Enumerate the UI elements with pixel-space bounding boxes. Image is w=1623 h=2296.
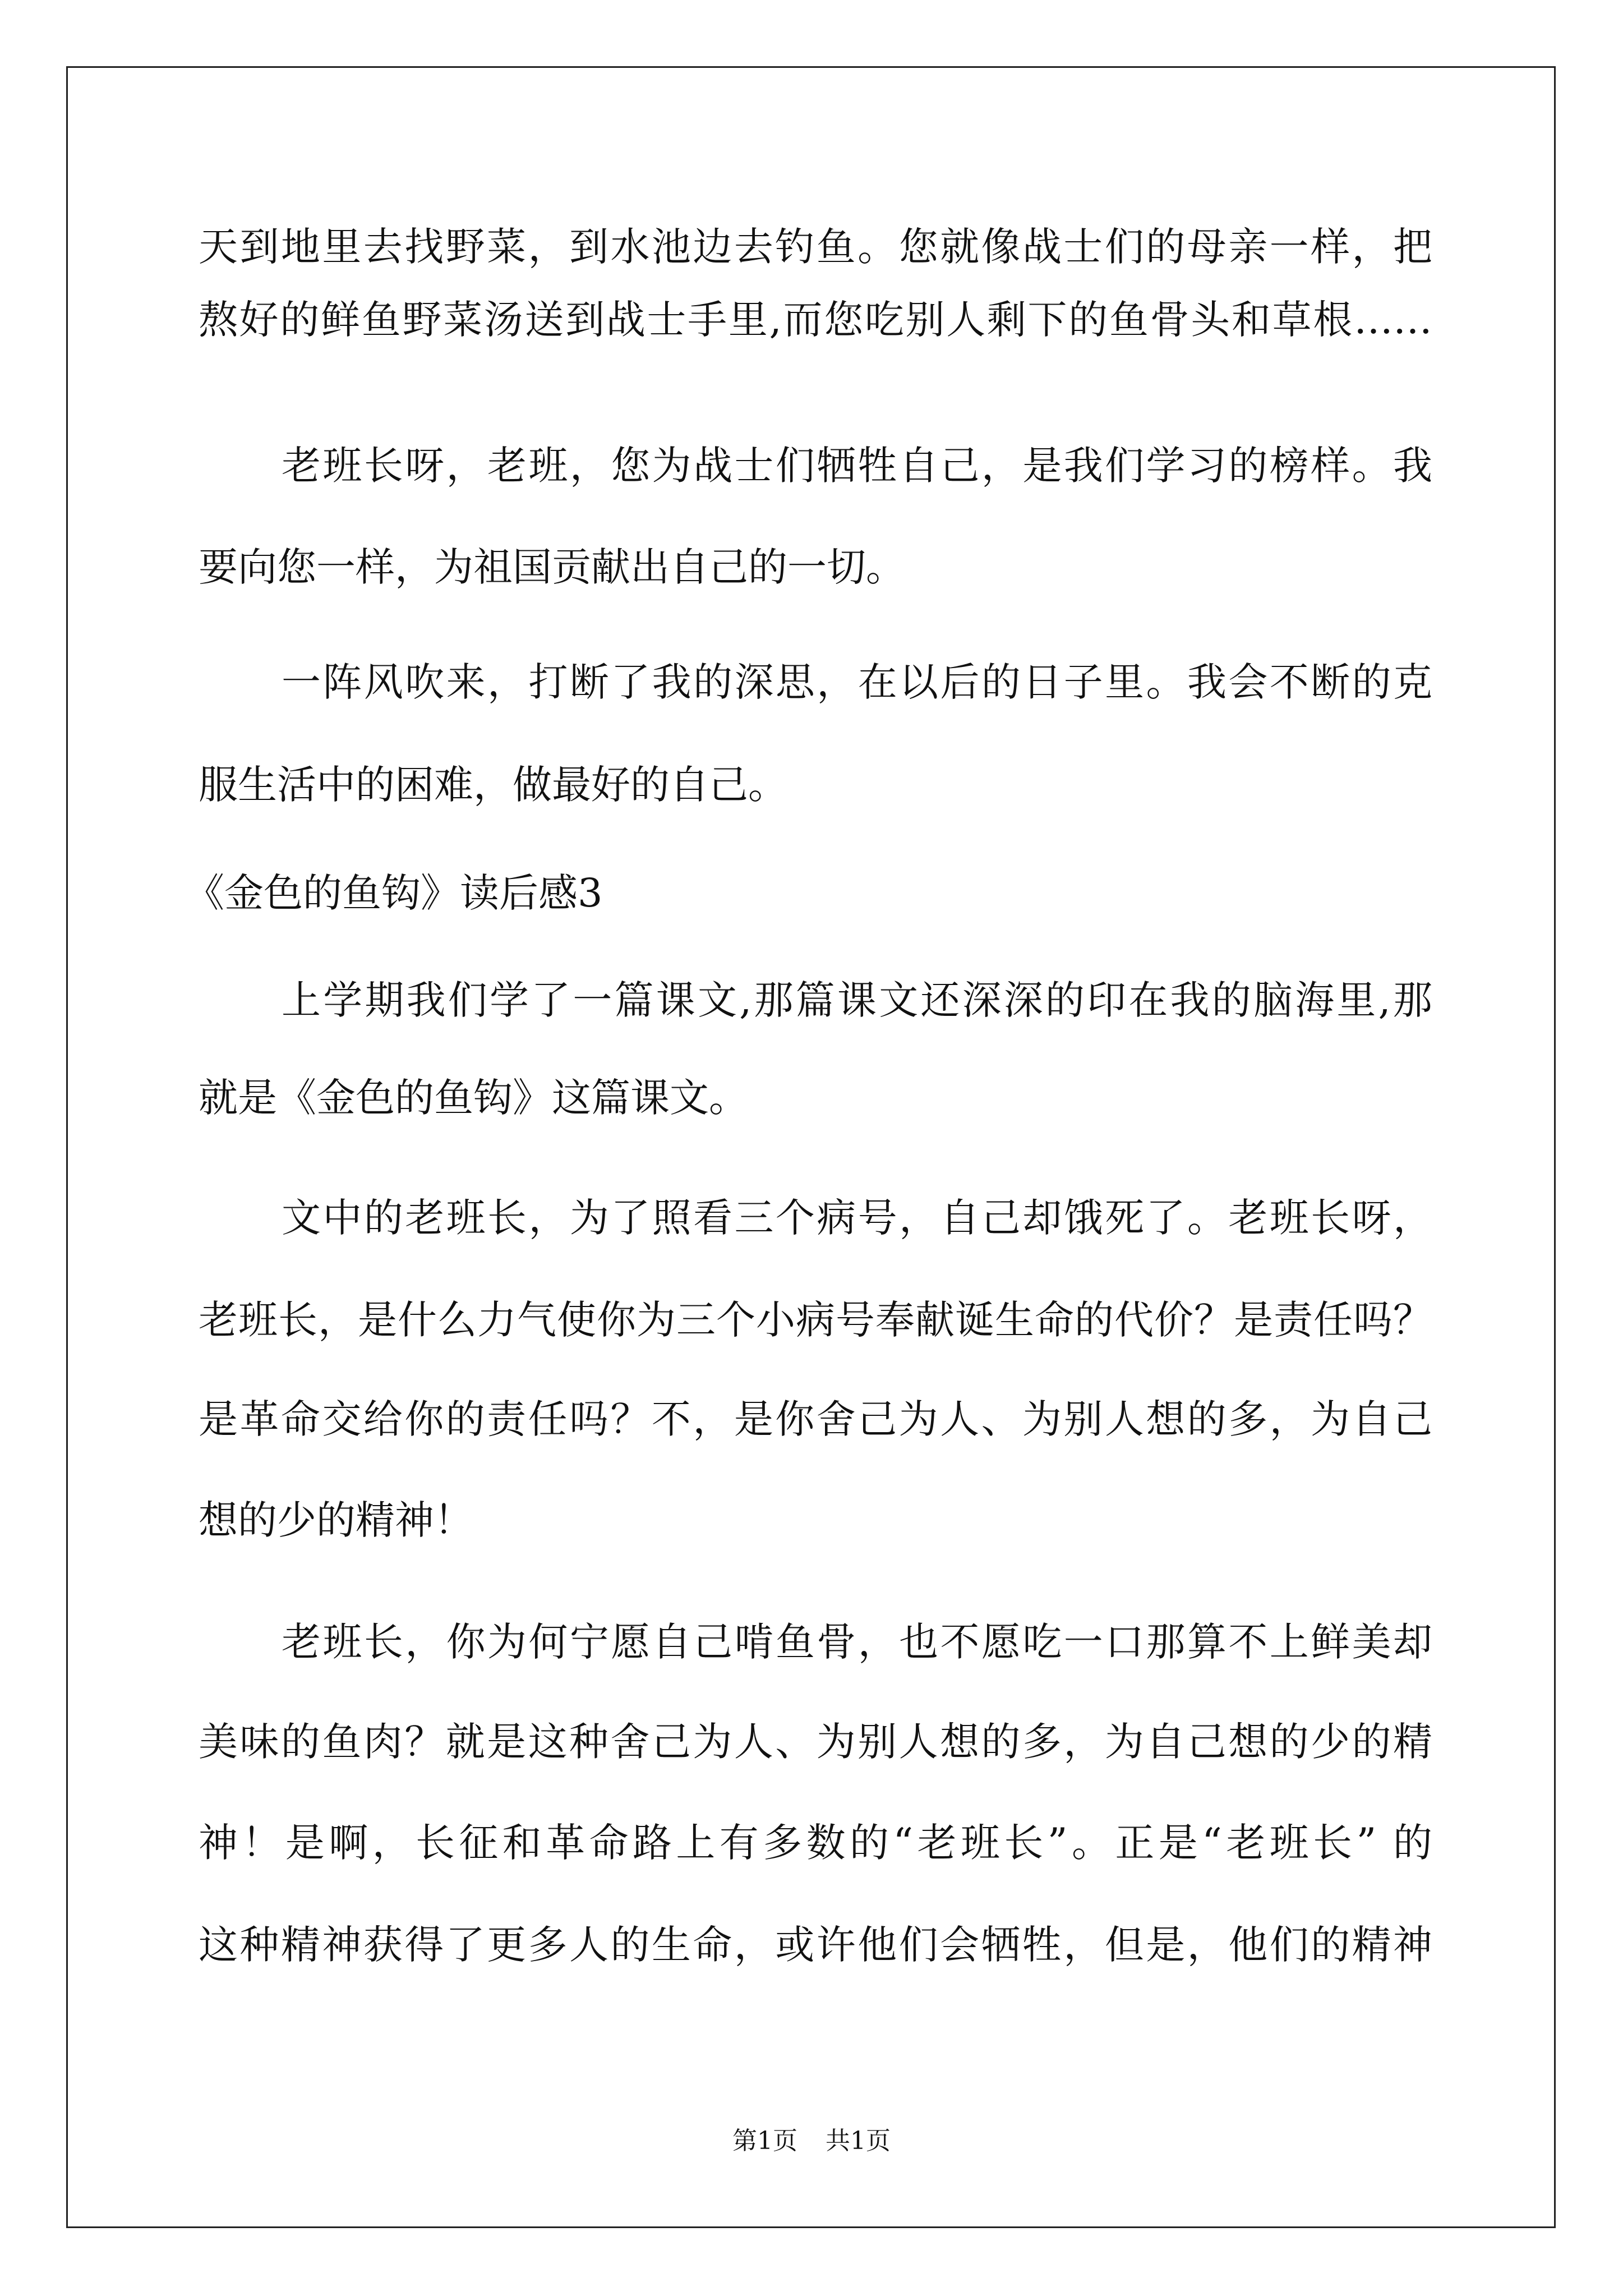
text-line: 上学期我们学了一篇课文,那篇课文还深深的印在我的脑海里,那 (282, 977, 1432, 1023)
text-line: 要向您一样，为祖国贡献出自己的一切。 (199, 544, 905, 590)
page-border (66, 66, 1556, 2228)
text-line: 熬好的鲜鱼野菜汤送到战士手里,而您吃别人剩下的鱼骨头和草根…… (199, 297, 1432, 343)
section-heading: 《金色的鱼钩》读后感3 (185, 870, 603, 916)
text-line: 就是《金色的鱼钩》这篇课文。 (199, 1075, 748, 1121)
text-line: 一阵风吹来，打断了我的深思，在以后的日子里。我会不断的克 (282, 659, 1432, 705)
text-line: 是革命交给你的责任吗？不，是你舍己为人、为别人想的多，为自己 (199, 1396, 1432, 1442)
page-footer (0, 2129, 1623, 2154)
text-line: 神！是啊，长征和革命路上有多数的“老班长”。正是“老班长” 的 (199, 1820, 1432, 1866)
text-line: 老班长，是什么力气使你为三个小病号奉献诞生命的代价？是责任吗？ (199, 1297, 1432, 1343)
text-line: 文中的老班长，为了照看三个病号，自己却饿死了。老班长呀， (282, 1195, 1432, 1241)
text-line: 这种精神获得了更多人的生命，或许他们会牺牲，但是，他们的精神 (199, 1922, 1432, 1968)
text-line: 美味的鱼肉？就是这种舍己为人、为别人想的多，为自己想的少的精 (199, 1719, 1432, 1765)
text-line: 天到地里去找野菜，到水池边去钓鱼。您就像战士们的母亲一样，把 (199, 224, 1432, 270)
text-line: 想的少的精神！ (199, 1497, 473, 1543)
text-line: 服生活中的困难，做最好的自己。 (199, 762, 787, 808)
page-number: 第1页 (732, 2127, 797, 2155)
text-line: 老班长呀，老班，您为战士们牺牲自己，是我们学习的榜样。我 (282, 443, 1432, 489)
page-total: 共1页 (826, 2127, 891, 2155)
text-line: 老班长，你为何宁愿自己啃鱼骨，也不愿吃一口那算不上鲜美却 (282, 1619, 1432, 1665)
